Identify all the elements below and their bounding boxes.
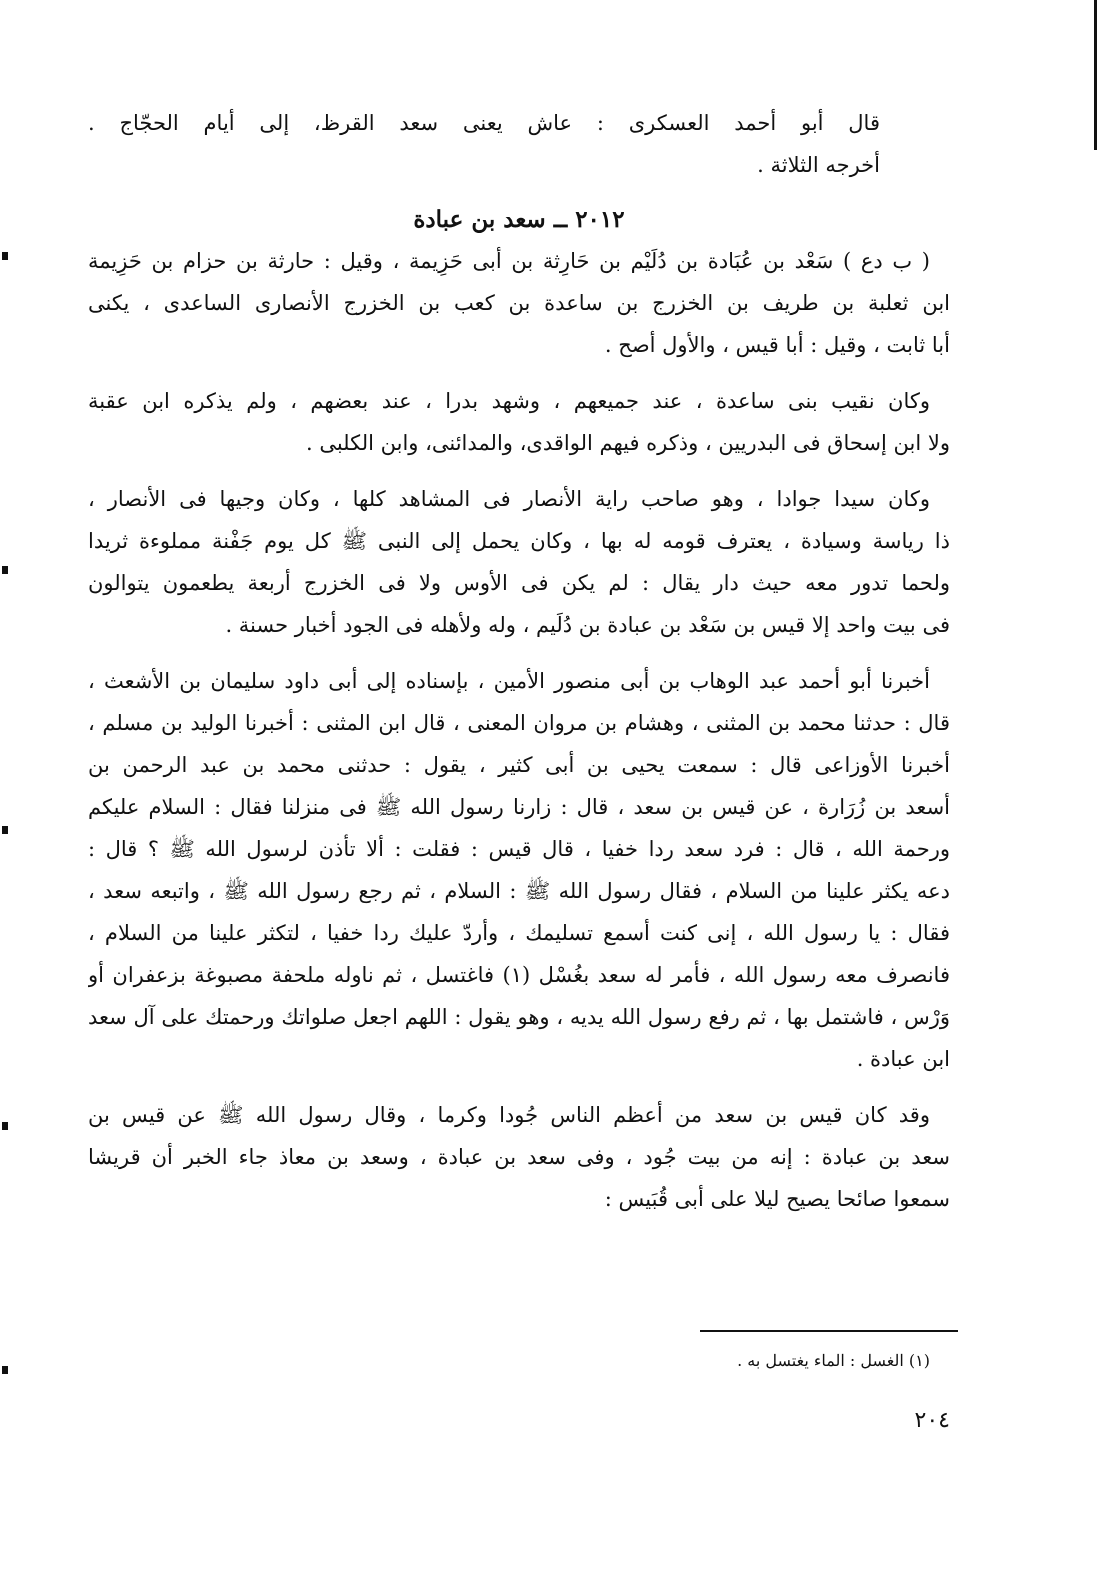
footnote-divider <box>700 1330 958 1332</box>
paragraph <box>88 240 950 366</box>
page-number: ٢٠٤ <box>914 1408 950 1433</box>
paragraph <box>88 380 950 464</box>
scan-mark <box>2 1122 8 1130</box>
text-line: أخرجه الثلاثة . <box>757 153 880 177</box>
paragraph <box>88 1094 950 1220</box>
text-line: أسعد بن زُرَارة ، عن قيس بن سعد ، قال : زارنا رسول الله ﷺ فى منزلنا فقال : السلام عليكم <box>88 795 950 819</box>
text-line: وَرْس ، فاشتمل بها ، ثم رفع رسول الله يديه ، وهو يقول : اللهم اجعل صلواتك ورحمتك على آل سعد <box>88 1005 950 1029</box>
text-line: ابن ثعلبة بن طريف بن الخزرج بن ساعدة بن كعب بن الخزرج الأنصارى الساعدى ، يكنى <box>88 291 950 315</box>
scan-mark <box>2 1366 8 1374</box>
text-line: ولا ابن إسحاق فى البدريين ، وذكره فيهم الواقدى، والمدائنى، وابن الكلبى . <box>305 431 950 455</box>
scan-mark <box>2 252 8 260</box>
text-line: سعد بن عبادة : إنه من بيت جُود ، وفى سعد بن عبادة ، وسعد بن معاذ جاء الخبر أن قريشا <box>88 1145 950 1169</box>
text-line: فى بيت واحد إلا قيس بن سَعْد بن عبادة بن دُلَيم ، وله ولأهله فى الجود أخبار حسنة . <box>225 613 950 637</box>
text-line: دعه يكثر علينا من السلام ، فقال رسول الله ﷺ : السلام ، ثم رجع رسول الله ﷺ ، واتبعه سعد ، <box>88 879 950 903</box>
text-line: سمعوا صائحا يصيح ليلا على أبى قُبَيس : <box>604 1187 950 1211</box>
entry-body <box>88 240 950 1220</box>
text-line: ( ب دع ) سَعْد بن عُبَادة بن دُلَيْم بن حَارِثة بن أبى حَزِيمة ، وقيل : حارثة بن حزام بن حَزِيمة <box>88 249 930 273</box>
text-line: وكان نقيب بنى ساعدة ، عند جميعهم ، وشهد بدرا ، عند بعضهم ، ولم يذكره ابن عقبة <box>88 389 930 413</box>
text-line: ذا رياسة وسيادة ، يعترف قومه له بها ، وكان يحمل إلى النبى ﷺ كل يوم جَفْنة مملوءة ثريدا <box>88 529 950 553</box>
footnote: (١) الغسل : الماء يغتسل به . <box>737 1351 930 1370</box>
scan-mark <box>2 826 8 834</box>
text-line: أخبرنا أبو أحمد عبد الوهاب بن أبى منصور الأمين ، بإسناده إلى أبى داود سليمان بن الأشعث ، <box>88 669 930 693</box>
text-line: فانصرف معه رسول الله ، فأمر له سعد بغُسْل (١) فاغتسل ، ثم ناوله ملحفة مصبوغة بزعفران أو <box>88 963 950 987</box>
text-line: فقال : يا رسول الله ، إنى كنت أسمع تسليمك ، وأردّ عليك ردا خفيا ، لتكثر علينا من السلام ، <box>88 921 950 945</box>
text-line: قال : حدثنا محمد بن المثنى ، وهشام بن مروان المعنى ، قال ابن المثنى : أخبرنا الوليد بن مسلم ، <box>88 711 950 735</box>
text-line: وقد كان قيس بن سعد من أعظم الناس جُودا وكرما ، وقال رسول الله ﷺ عن قيس بن <box>88 1103 930 1127</box>
text-line: أخبرنا الأوزاعى قال : سمعت يحيى بن أبى كثير ، يقول : حدثنى محمد بن عبد الرحمن بن <box>88 753 950 777</box>
entry-heading: ٢٠١٢ ــ سعد بن عبادة <box>413 206 625 233</box>
text-line: ابن عبادة . <box>856 1047 950 1071</box>
text-line: ولحما تدور معه حيث دار يقال : لم يكن فى الأوس ولا فى الخزرج أربعة يطعمون يتوالون <box>88 571 950 595</box>
intro-block <box>88 102 950 186</box>
text-line: وكان سيدا جوادا ، وهو صاحب راية الأنصار فى المشاهد كلها ، وكان وجيها فى الأنصار ، <box>88 487 930 511</box>
text-line: أبا ثابت ، وقيل : أبا قيس ، والأول أصح . <box>604 333 950 357</box>
paragraph <box>88 660 950 1080</box>
text-line: قال أبو أحمد العسكرى : عاش يعنى سعد القرظ، إلى أيام الحجّاج . <box>88 111 880 135</box>
text-line: ورحمة الله ، قال : فرد سعد ردا خفيا ، قال قيس : فقلت : ألا تأذن لرسول الله ﷺ ؟ قال : <box>88 837 950 861</box>
paragraph <box>88 478 950 646</box>
scan-mark <box>2 566 8 574</box>
scan-edge <box>1094 0 1097 150</box>
